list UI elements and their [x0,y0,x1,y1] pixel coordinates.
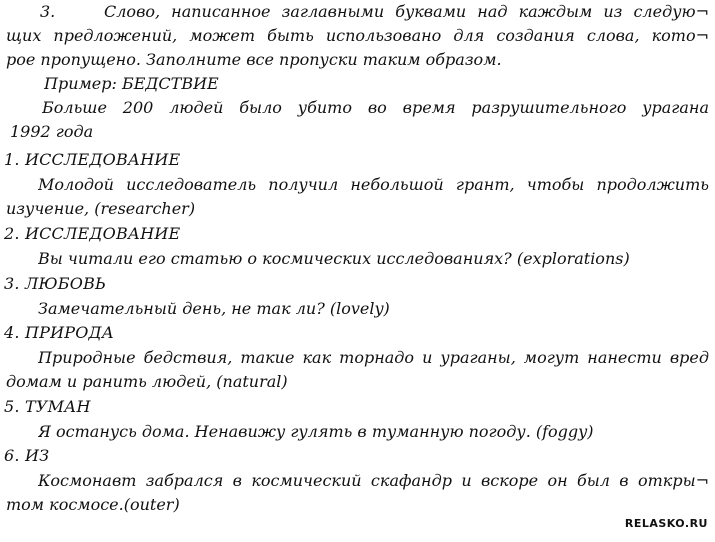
item-1-line-1: Молодой исследователь получил небольшой грант, чтобы продолжить [38,175,709,194]
item-3-line-1: Замечательный день, не так ли? (lovely) [38,299,390,318]
item-1-heading: 1. ИССЛЕДОВАНИЕ [4,150,181,169]
item-6-line-2: том космосе.(outer) [6,495,180,514]
intro-line-1 [6,0,709,25]
example-line-2: 1992 года [10,122,94,141]
intro-line-3: рое пропущено. Заполните все пропуски таким образом. [6,50,502,69]
item-6-heading: 6. ИЗ [4,446,50,465]
item-4-heading: 4. ПРИРОДА [4,323,115,342]
task-number: 3. [40,2,56,21]
item-1-line-2: изучение, (researcher) [6,199,196,218]
item-3-heading: 3. ЛЮБОВЬ [4,274,107,293]
intro-line-2: щих предложений, может быть использовано для создания слова, кото¬ [6,26,709,45]
example-line-1: Больше 200 людей было убито во время разрушительного урагана [42,98,709,117]
item-4-line-1: Природные бедствия, такие как торнадо и ураганы, могут нанести вред [38,348,709,367]
intro-text-1: Слово, написанное заглавными буквами над каждым из следую¬ [104,2,709,21]
item-5-line-1: Я останусь дома. Ненавижу гулять в туманную погоду. (foggy) [38,422,594,441]
item-2-heading: 2. ИССЛЕДОВАНИЕ [4,224,181,243]
site-watermark: RELASKO.RU [624,516,708,530]
item-6-line-1: Космонавт забрался в космический скафандр и вскоре он был в откры¬ [38,471,709,490]
item-5-heading: 5. ТУМАН [4,397,91,416]
item-2-line-1: Вы читали его статью о космических исследованиях? (explorations) [38,249,630,268]
example-label: Пример: БЕДСТВИЕ [44,74,219,93]
item-4-line-2: домам и ранить людей, (natural) [6,372,288,391]
